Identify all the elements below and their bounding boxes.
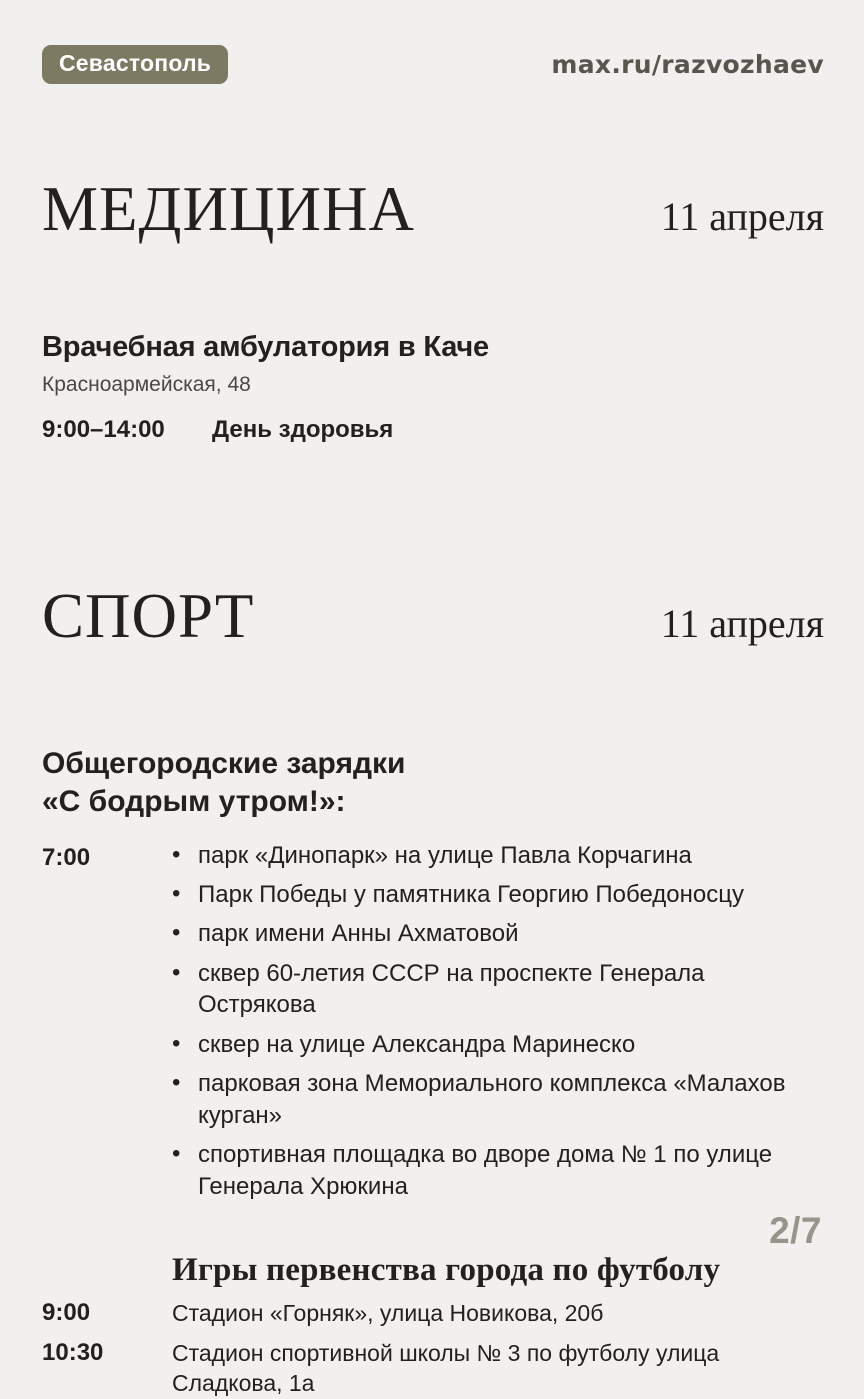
charge-heading-line1: Общегородские зарядки [42, 746, 406, 780]
sport-date: 11 апреля [660, 600, 824, 646]
table-row [42, 1298, 824, 1329]
list-item: • сквер 60-летия СССР на проспекте Генерала Острякова [172, 958, 824, 1021]
list-item: • спортивная площадка во дворе дома № 1 по улице Генерала Хрюкина [172, 1139, 824, 1202]
list-item: • парк имени Анны Ахматовой [172, 918, 824, 949]
match-place: Стадион спортивной школы № 3 по футболу улица Сладкова, 1а [172, 1339, 720, 1396]
medicine-event-name: День здоровья [212, 416, 394, 444]
topbar [42, 44, 824, 84]
medicine-title: МЕДИЦИНА [42, 174, 415, 245]
medicine-event-time: 9:00–14:00 [42, 416, 165, 444]
medicine-heading-row [42, 136, 824, 283]
medicine-section [42, 136, 824, 444]
sport-title: СПОРТ [42, 580, 255, 651]
list-item: • парк «Динопарк» на улице Павла Корчагина [172, 840, 824, 871]
charge-time: 7:00 [42, 843, 91, 871]
charge-row [42, 840, 824, 1210]
medicine-venue-name: Врачебная амбулатория в Каче [42, 331, 489, 364]
page-counter: 2/7 [769, 1210, 822, 1251]
medicine-date: 11 апреля [660, 194, 824, 240]
city-chip: Севастополь [42, 45, 228, 84]
match-time: 9:00 [42, 1298, 91, 1326]
medicine-venue-address: Красноармейская, 48 [42, 373, 251, 397]
sport-section [42, 542, 824, 1398]
charge-heading [42, 745, 824, 822]
football-block [42, 1251, 824, 1399]
football-title: Игры первенства города по футболу [172, 1251, 721, 1288]
sport-heading-row [42, 542, 824, 689]
list-item: • сквер на улице Александра Маринеско [172, 1029, 824, 1060]
list-item: • парковая зона Мемориального комплекса «Малахов курган» [172, 1068, 824, 1131]
list-item: • Парк Победы у памятника Георгию Победоносцу [172, 879, 824, 910]
match-place: Стадион «Горняк», улица Новикова, 20б [172, 1299, 604, 1326]
charge-heading-line2: «С бодрым утром!»: [42, 785, 346, 819]
charge-place-list [172, 840, 824, 1210]
medicine-event-row [42, 416, 824, 444]
table-row [42, 1338, 824, 1399]
match-time: 10:30 [42, 1338, 104, 1366]
site-url: max.ru/razvozhaev [551, 49, 824, 79]
